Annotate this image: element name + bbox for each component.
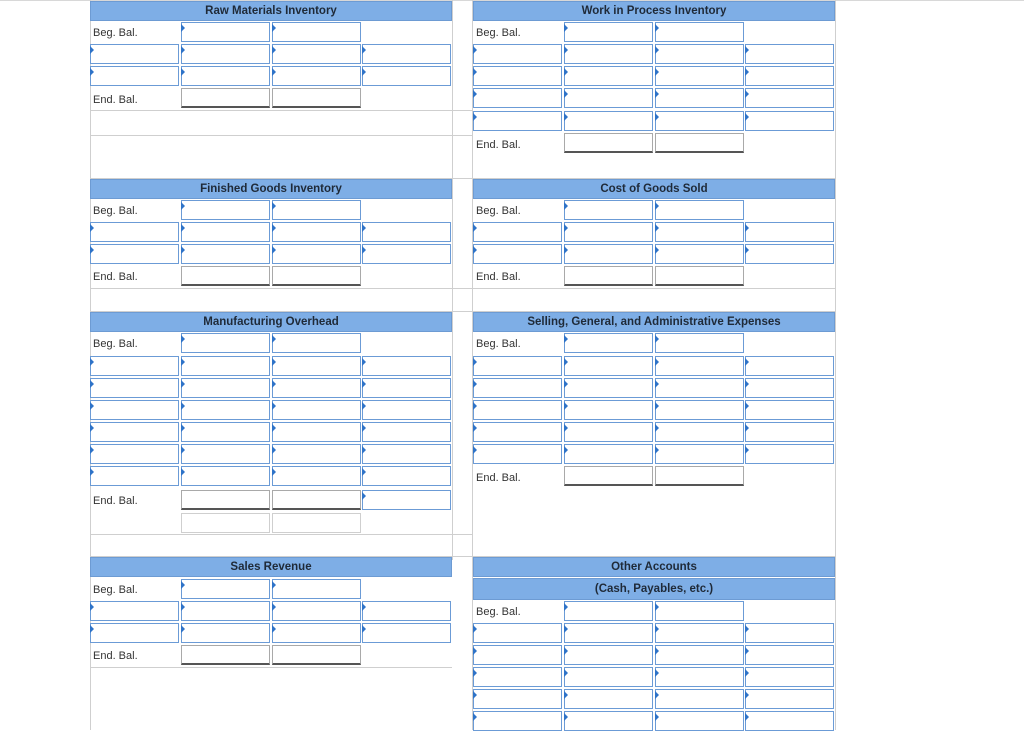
overhead-credit[interactable] [272, 400, 361, 420]
beg-bal-label: Beg. Bal. [476, 205, 521, 217]
other-accounts-debit[interactable] [564, 623, 653, 643]
manufacturing-overhead-header [90, 312, 452, 332]
raw-materials-end-debit [181, 88, 270, 108]
overhead-credit[interactable] [272, 356, 361, 376]
wip-entry-label-right[interactable] [745, 44, 834, 64]
finished-goods-debit[interactable] [181, 244, 270, 264]
sales-revenue-entry-label[interactable] [90, 623, 179, 643]
sga-entry-label-right[interactable] [745, 422, 834, 442]
overhead-entry-label-right[interactable] [362, 466, 451, 486]
finished-goods-end-debit [181, 266, 270, 286]
overhead-beg-debit[interactable] [181, 333, 270, 353]
overhead-debit[interactable] [181, 400, 270, 420]
sales-revenue-debit[interactable] [181, 623, 270, 643]
other-accounts-credit[interactable] [655, 645, 744, 665]
wip-beg-debit[interactable] [564, 22, 653, 42]
sga-entry-label[interactable] [473, 444, 562, 464]
wip-debit[interactable] [564, 88, 653, 108]
raw-materials-credit[interactable] [272, 66, 361, 86]
sga-credit[interactable] [655, 400, 744, 420]
sga-entry-label-right[interactable] [745, 356, 834, 376]
wip-entry-label[interactable] [473, 44, 562, 64]
overhead-debit[interactable] [181, 356, 270, 376]
right-border [835, 0, 836, 730]
cogs-credit[interactable] [655, 222, 744, 242]
wip-end-credit [655, 133, 744, 153]
other-accounts-debit[interactable] [564, 645, 653, 665]
cost-of-goods-sold-header [473, 179, 835, 199]
other-accounts-entry-label-right[interactable] [745, 711, 834, 731]
other-accounts-entry-label[interactable] [473, 667, 562, 687]
overhead-beg-credit[interactable] [272, 333, 361, 353]
raw-materials-entry-label-right[interactable] [362, 66, 451, 86]
panel-subtitle: (Cash, Payables, etc.) [594, 583, 714, 595]
raw-materials-beg-debit[interactable] [181, 22, 270, 42]
other-accounts-subheader [473, 578, 835, 600]
sga-entry-label-right[interactable] [745, 378, 834, 398]
wip-beg-credit[interactable] [655, 22, 744, 42]
other-accounts-debit[interactable] [564, 689, 653, 709]
raw-materials-debit[interactable] [181, 44, 270, 64]
finished-goods-debit[interactable] [181, 222, 270, 242]
overhead-debit[interactable] [181, 444, 270, 464]
end-bal-label: End. Bal. [476, 271, 521, 283]
sales-revenue-debit[interactable] [181, 601, 270, 621]
finished-goods-credit[interactable] [272, 244, 361, 264]
sales-revenue-credit[interactable] [272, 623, 361, 643]
sga-debit[interactable] [564, 444, 653, 464]
wip-entry-label[interactable] [473, 66, 562, 86]
overhead-balance-label[interactable] [362, 490, 451, 510]
sga-end-credit [655, 466, 744, 486]
sales-revenue-end-debit [181, 645, 270, 665]
overhead-entry-label-right[interactable] [362, 444, 451, 464]
panel-title: Selling, General, and Administrative Expenses [527, 316, 781, 328]
sga-debit[interactable] [564, 378, 653, 398]
raw-materials-beg-credit[interactable] [272, 22, 361, 42]
sga-entry-label[interactable] [473, 422, 562, 442]
cogs-entry-label[interactable] [473, 244, 562, 264]
finished-goods-beg-credit[interactable] [272, 200, 361, 220]
end-bal-label: End. Bal. [93, 495, 138, 507]
overhead-credit[interactable] [272, 466, 361, 486]
other-accounts-entry-label[interactable] [473, 623, 562, 643]
other-accounts-credit[interactable] [655, 711, 744, 731]
raw-materials-entry-label[interactable] [90, 44, 179, 64]
overhead-end-debit [181, 490, 270, 510]
finished-goods-entry-label-right[interactable] [362, 222, 451, 242]
overhead-entry-label[interactable] [90, 422, 179, 442]
other-accounts-entry-label-right[interactable] [745, 645, 834, 665]
cogs-entry-label-right[interactable] [745, 222, 834, 242]
cogs-beg-credit[interactable] [655, 200, 744, 220]
sga-entry-label-right[interactable] [745, 444, 834, 464]
end-bal-label: End. Bal. [93, 650, 138, 662]
other-accounts-credit[interactable] [655, 689, 744, 709]
sga-entry-label[interactable] [473, 400, 562, 420]
overhead-credit[interactable] [272, 378, 361, 398]
overhead-debit[interactable] [181, 422, 270, 442]
wip-end-debit [564, 133, 653, 153]
sales-revenue-end-credit [272, 645, 361, 665]
beg-bal-label: Beg. Bal. [476, 27, 521, 39]
finished-goods-credit[interactable] [272, 222, 361, 242]
overhead-closing-debit [181, 513, 270, 533]
raw-materials-debit[interactable] [181, 66, 270, 86]
cogs-entry-label-right[interactable] [745, 244, 834, 264]
other-accounts-debit[interactable] [564, 711, 653, 731]
sales-revenue-entry-label-right[interactable] [362, 601, 451, 621]
sga-debit[interactable] [564, 356, 653, 376]
sga-entry-label[interactable] [473, 356, 562, 376]
other-accounts-header [473, 557, 835, 577]
overhead-entry-label[interactable] [90, 400, 179, 420]
panel-title: Manufacturing Overhead [203, 316, 339, 328]
row-divider [90, 534, 472, 535]
t-account-worksheet [90, 0, 836, 730]
raw-materials-end-credit [272, 88, 361, 108]
cogs-beg-debit[interactable] [564, 200, 653, 220]
overhead-entry-label[interactable] [90, 444, 179, 464]
finished-goods-end-credit [272, 266, 361, 286]
other-accounts-beg-debit[interactable] [564, 601, 653, 621]
wip-entry-label[interactable] [473, 88, 562, 108]
other-accounts-beg-credit[interactable] [655, 601, 744, 621]
sga-credit[interactable] [655, 356, 744, 376]
cogs-end-debit [564, 266, 653, 286]
other-accounts-entry-label-right[interactable] [745, 689, 834, 709]
finished-goods-entry-label[interactable] [90, 244, 179, 264]
finished-goods-beg-debit[interactable] [181, 200, 270, 220]
overhead-entry-label-right[interactable] [362, 378, 451, 398]
sga-entry-label-right[interactable] [745, 400, 834, 420]
overhead-entry-label-right[interactable] [362, 400, 451, 420]
sga-beg-credit[interactable] [655, 333, 744, 353]
other-accounts-entry-label[interactable] [473, 689, 562, 709]
overhead-credit[interactable] [272, 422, 361, 442]
beg-bal-label: Beg. Bal. [93, 27, 138, 39]
sales-revenue-header [90, 557, 452, 577]
raw-materials-header [90, 1, 452, 21]
raw-materials-entry-label[interactable] [90, 66, 179, 86]
wip-credit[interactable] [655, 66, 744, 86]
cogs-debit[interactable] [564, 222, 653, 242]
finished-goods-entry-label[interactable] [90, 222, 179, 242]
other-accounts-entry-label[interactable] [473, 711, 562, 731]
overhead-entry-label-right[interactable] [362, 422, 451, 442]
sga-entry-label[interactable] [473, 378, 562, 398]
raw-materials-credit[interactable] [272, 44, 361, 64]
column-divider [452, 0, 453, 560]
sales-revenue-beg-debit[interactable] [181, 579, 270, 599]
end-bal-label: End. Bal. [93, 271, 138, 283]
other-accounts-credit[interactable] [655, 623, 744, 643]
wip-entry-label-right[interactable] [745, 88, 834, 108]
row-divider [90, 110, 472, 111]
sga-credit[interactable] [655, 422, 744, 442]
panel-title: Raw Materials Inventory [205, 5, 337, 17]
wip-entry-label-right[interactable] [745, 66, 834, 86]
other-accounts-entry-label-right[interactable] [745, 623, 834, 643]
end-bal-label: End. Bal. [93, 94, 138, 106]
work-in-process-header [473, 1, 835, 21]
sales-revenue-credit[interactable] [272, 601, 361, 621]
wip-debit[interactable] [564, 111, 653, 131]
overhead-debit[interactable] [181, 378, 270, 398]
sga-credit[interactable] [655, 378, 744, 398]
wip-credit[interactable] [655, 111, 744, 131]
overhead-entry-label[interactable] [90, 356, 179, 376]
wip-credit[interactable] [655, 44, 744, 64]
row-divider [90, 667, 452, 668]
sales-revenue-beg-credit[interactable] [272, 579, 361, 599]
beg-bal-label: Beg. Bal. [93, 205, 138, 217]
raw-materials-entry-label-right[interactable] [362, 44, 451, 64]
beg-bal-label: Beg. Bal. [93, 584, 138, 596]
beg-bal-label: Beg. Bal. [476, 338, 521, 350]
wip-entry-label[interactable] [473, 111, 562, 131]
sga-debit[interactable] [564, 422, 653, 442]
panel-title: Other Accounts [611, 561, 697, 573]
overhead-entry-label[interactable] [90, 378, 179, 398]
section-divider [90, 288, 836, 289]
beg-bal-label: Beg. Bal. [93, 338, 138, 350]
other-accounts-credit[interactable] [655, 667, 744, 687]
end-bal-label: End. Bal. [476, 472, 521, 484]
beg-bal-label: Beg. Bal. [476, 606, 521, 618]
overhead-end-credit [272, 490, 361, 510]
sga-end-debit [564, 466, 653, 486]
panel-title: Sales Revenue [230, 561, 312, 573]
panel-title: Cost of Goods Sold [600, 183, 708, 195]
overhead-entry-label[interactable] [90, 466, 179, 486]
wip-entry-label-right[interactable] [745, 111, 834, 131]
sga-debit[interactable] [564, 400, 653, 420]
overhead-debit[interactable] [181, 466, 270, 486]
cogs-entry-label[interactable] [473, 222, 562, 242]
end-bal-label: End. Bal. [476, 139, 521, 151]
sga-expenses-header [473, 312, 835, 332]
cogs-end-credit [655, 266, 744, 286]
other-accounts-entry-label[interactable] [473, 645, 562, 665]
cogs-debit[interactable] [564, 244, 653, 264]
sales-revenue-entry-label-right[interactable] [362, 623, 451, 643]
finished-goods-entry-label-right[interactable] [362, 244, 451, 264]
row-divider [90, 135, 472, 136]
other-accounts-entry-label-right[interactable] [745, 667, 834, 687]
other-accounts-debit[interactable] [564, 667, 653, 687]
cogs-credit[interactable] [655, 244, 744, 264]
wip-credit[interactable] [655, 88, 744, 108]
sga-beg-debit[interactable] [564, 333, 653, 353]
sga-credit[interactable] [655, 444, 744, 464]
finished-goods-header [90, 179, 452, 199]
overhead-credit[interactable] [272, 444, 361, 464]
panel-title: Finished Goods Inventory [200, 183, 342, 195]
wip-debit[interactable] [564, 44, 653, 64]
wip-debit[interactable] [564, 66, 653, 86]
overhead-entry-label-right[interactable] [362, 356, 451, 376]
panel-title: Work in Process Inventory [581, 5, 727, 17]
overhead-closing-credit [272, 513, 361, 533]
sales-revenue-entry-label[interactable] [90, 601, 179, 621]
